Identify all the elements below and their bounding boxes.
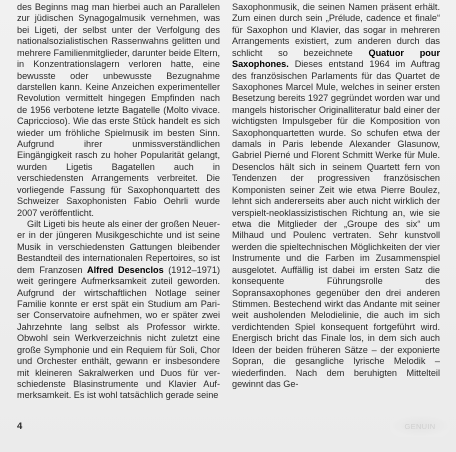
paragraph-text: (1912–1971) weit geringere Aufmerksamkeit zuteil geworden. Aufgrund der wirtschaftlichen Notlage seiner Familie konnte er erst spät ein Studium am Pariser Conservatoire aufnehmen, wo er später zwei Jahrzehnte lang selbst als Professor wirkte. Obwohl sein Werkverzeichnis nicht zuletzt eine große Symphonie und ein Requiem für Soli, Chor und Orchester enthält, gewann er insbesondere mit kleineren Sakralwerken und Duos für verschiedenste Blasinstrumente und Klavier Aufmerksamkeit. Es ist wohl tatsächlich gerade seine [17, 264, 220, 401]
paragraph-desenclos-intro [17, 219, 220, 402]
page-number: 4 [17, 421, 23, 432]
paragraph-text: Dieses entstand 1964 im Auftrag des französischen Parlaments für das Quartet de Saxophones Marcel Mule, welches in seiner ersten Besetzung bereits 1927 gegründet worden war und mangels historischer Originalliteratur bald einer der wichtigsten Impulsgeber für die Komposition von Saxophonquartetten wurde. So schufen etwa der damals in Paris lebende Alexander Glasunow, Gabriel Pierné und Florent Schmitt Werke für Mule. Desenclos hält sich in seinem Quartett fern von Tendenzen der progressiven französischen Komponisten seiner Zeit wie etwa Pierre Boulez, lehnt sich andererseits aber auch nicht wirklich der verspielt-neoklassizistischen Richtung an, wie sie etwa die Mitglieder der „Groupe des six“ um Milhaud und Poulenc vertraten. Sehr kunstvoll werden die spieltechnischen Möglichkeiten der vier Instrumente und die Farben im Zusammenspiel ausgelotet. Auffällig ist dabei im ersten Satz die konsequente Führungsrolle des Sopransaxophones gegenüber den drei anderen Stimmen. Bestechend wirkt das Andante mit seiner weit ausholenden Melodielinie, die auch im sich verdichtenden Spiel konsequent fortgeführt wird. Energisch bricht das Finale los, in dem sich auch Ideen der beiden früheren Sätze – der exponierte Sopran, die gesangliche lyrische Melodik – wiederfinden. Nach dem beruhigten Mittelteil gewinnt das Ge- [232, 59, 440, 389]
work-title-quatuor: Quatuor pour Saxophones. [232, 47, 440, 70]
text-column-right [232, 2, 440, 390]
paragraph-text: Saxophonmusik, die seinen Namen präsent erhält. Zum einen durch sein „Prélude, cadence et finale“ für Saxophon und Klavier, das sogar in mehreren Arrangements existiert, zum anderen durch das schlicht so bezeichnete [232, 2, 440, 58]
logo-text: GENUIN [404, 421, 436, 431]
paragraph-quatuor [232, 2, 440, 390]
composer-name-desenclos: Alfred Desenclos [87, 264, 164, 275]
paragraph-ligeti-bagatelles: des Beginns mag man hierbei auch an Parallelen zur jüdischen Synagogalmusik vernehmen, was bei Ligeti, der selbst unter der Verfolgung des nationalsozialistischen Rassenwahns gelitten und mehrere Familienmitglieder, darunter beide Eltern, in Konzentrationslagern verloren hatte, eine bewusste oder unbewusste Bezugnahme darstellen kann. Keine Anzeichen experimenteller Revolution vermittelt hingegen Empfinden nach de 1956 verbotene letzte Bagatelle (Molto vivace. Capriccioso). Wie das erste Stück handelt es sich wieder um fröhliche Spielmusik im besten Sinn. Aufgrund ihrer unmissverständlichen Eingängigkeit rasch zu hoher Popularität gelangt, wurden Ligetis Bagatellen auch in verschiedensten Arrangements verbreitet. Die vorliegende Fassung für Saxophonquartett des Schweizer Saxophonisten Fabio Oehrli wurde 2007 veröffentlicht. [17, 2, 220, 218]
text-column-left [17, 2, 220, 402]
paragraph-text: Gilt Ligeti bis heute als einer der großen Neuerer in der jüngeren Musikgeschichte und ist seine Musik in verschiedensten Gattungen bleibender Bestandteil des internationalen Repertoires, so ist dem Franzosen [17, 219, 220, 275]
label-logo-watermark [390, 415, 450, 437]
